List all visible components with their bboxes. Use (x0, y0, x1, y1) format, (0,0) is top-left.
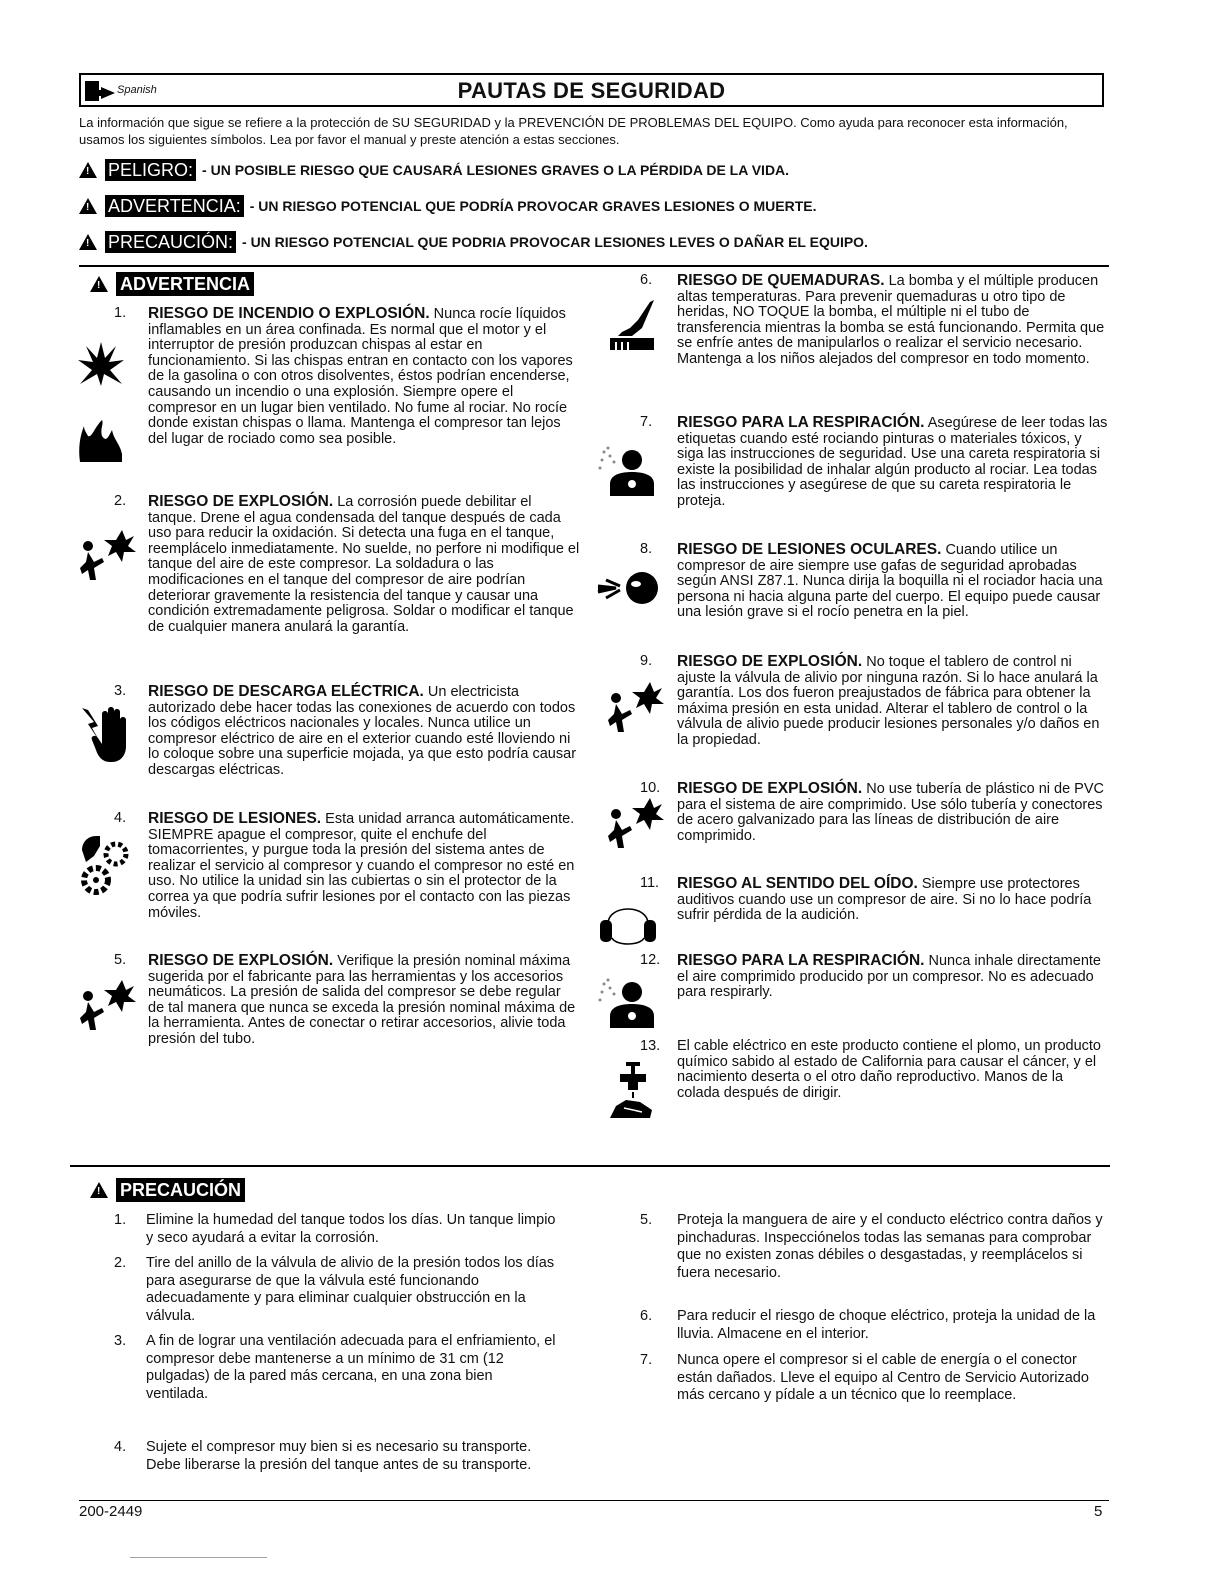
item-heading: RIESGO DE EXPLOSIÓN. (148, 493, 334, 510)
signal-precaucion (79, 230, 868, 254)
item-text (677, 415, 1109, 510)
hot-surface-icon (608, 298, 660, 354)
item-body: La corrosión puede debilitar el tanque. Drene el agua condensada del tanque después de cada uso para reducir la oxidación. Si detecta una fuga en el tanque, reemplácelo inmediatamente. No suelde, no perfore ni modifique el tanque del aire de este compresor. La soldadura o las modificaciones en el tanque del compresor de aire podrían deteriorar gravemente la resistencia del tanque y causar una condición extremadamente peligrosa. Soldar o modificar el tanque de cualquier manera anulará la garantía. (148, 494, 580, 635)
warning-section-heading (90, 272, 254, 296)
item-body: Nunca rocíe líquidos inflamables en un área confinada. Es normal que el motor y el interruptor de presión produzcan chispas al estar en funcionamiento. Si las chispas entran en contacto con los vapores de la gasolina o con otros disolventes, éstos podrían encenderse, causando un incendio o una explosión. Siempre opere el compresor en un lugar bien ventilado. No fume al rociar. No rocíe donde existan chispas o llama. Mantenga el compresor tan lejos del lugar de rociado como sea posible. (148, 306, 573, 447)
caution-section-heading (90, 1178, 245, 1202)
item-number: 2. (114, 1255, 127, 1271)
item-number: 8. (640, 541, 653, 557)
item-body: Nunca inhale directamente el aire comprimido producido por un compresor. No es adecuado para respirarly. (677, 953, 1101, 1001)
item-body: No toque el tablero de control ni ajuste la válvula de alivio por ninguna razón. Si lo hace anulará la garantía. Los dos fueron preajustados de fábrica para obtener la máxima presión en esta unidad. Alterar el tablero de control o la válvula de alivio puede producir lesiones personales y/o daños en la propiedad. (677, 654, 1100, 748)
item-number: 7. (640, 1352, 653, 1368)
signal-label: PELIGRO: (105, 159, 196, 181)
warning-triangle-icon (79, 234, 97, 250)
item-text (677, 273, 1109, 368)
item-heading: RIESGO DE INCENDIO O EXPLOSIÓN. (148, 305, 430, 322)
item-heading: RIESGO DE EXPLOSIÓN. (677, 653, 863, 670)
item-text (677, 781, 1109, 844)
warning-triangle-icon (90, 276, 108, 292)
intro-text: La información que sigue se refiere a la protección de SU SEGURIDAD y la PREVENCIÓN DE PROBLEMAS DEL EQUIPO. Como ayuda para reconocer esta información, usamos los siguientes símbolos. Lea por favor el manual y preste atención a estas secciones. (79, 115, 1068, 147)
item-body: Verifique la presión nominal máxima sugerida por el fabricante para las herramientas y los accesorios neumáticos. La presión de salida del compresor se debe regular de tal manera que nunca se exceda la presión nominal máxima de la herramienta. Antes de conectar o retirar accesorios, alivie toda presión del tubo. (148, 953, 576, 1047)
signal-text: - UN RIESGO POTENCIAL QUE PODRÍA PROVOCAR GRAVES LESIONES O MUERTE. (249, 198, 817, 214)
item-body: Asegúrese de leer todas las etiquetas cuando esté rociando pinturas o materiales tóxicos, y siga las instrucciones de seguridad. Use una careta respiratoria si existe la posibilidad de inhalar algún producto al rociar. Lea todas las instrucciones y asegúrese de que su careta respiratoria le proteja. (677, 415, 1108, 509)
item-number: 4. (114, 1439, 127, 1455)
divider (70, 1165, 1110, 1167)
item-text: Elimine la humedad del tanque todos los días. Un tanque limpio y seco ayudará a evitar la corrosión. (146, 1212, 556, 1246)
item-number: 6. (640, 1308, 653, 1324)
item-heading: RIESGO DE EXPLOSIÓN. (148, 952, 334, 969)
item-number: 5. (114, 952, 127, 968)
item-number: 13. (640, 1038, 661, 1054)
item-body: El cable eléctrico en este producto contiene el plomo, un producto químico sabido al estado de California para causar el cáncer, y el nacimiento deserta o el otro daño reproductivo. Manos de la colada después de dirigir. (677, 1038, 1101, 1101)
signal-label: ADVERTENCIA: (105, 195, 244, 217)
item-number: 6. (640, 272, 653, 288)
language-label: Spanish (117, 84, 157, 96)
item-number: 7. (640, 414, 653, 430)
moving-parts-icon (78, 832, 132, 898)
item-text: Tire del anillo de la válvula de alivio de la presión todos los días para asegurarse de que la válvula esté funcionando adecuadamente y para eliminar cualquier obstrucción en la válvula. (146, 1255, 555, 1324)
item-number: 3. (114, 1333, 127, 1349)
item-text (148, 494, 580, 635)
page-title: PAUTAS DE SEGURIDAD (457, 78, 726, 103)
item-heading: RIESGO DE EXPLOSIÓN. (677, 780, 863, 797)
item-heading: RIESGO DE LESIONES. (148, 810, 322, 827)
item-text: Nunca opere el compresor si el cable de energía o el conector están dañados. Lleve el equipo al Centro de Servicio Autorizado más cercano y pídale a un técnico que lo reemplace. (677, 1352, 1089, 1404)
signal-advertencia (79, 194, 817, 218)
warning-triangle-icon (79, 162, 97, 178)
item-number: 3. (114, 683, 127, 699)
item-number: 5. (640, 1212, 653, 1228)
item-text (148, 306, 578, 447)
item-number: 12. (640, 952, 661, 968)
signal-text: - UN RIESGO POTENCIAL QUE PODRIA PROVOCAR LESIONES LEVES O DAÑAR EL EQUIPO. (242, 234, 868, 250)
fire-icon (76, 418, 126, 464)
wash-hands-icon (606, 1060, 660, 1120)
explosion-hazard-icon (606, 796, 664, 852)
link-underline (130, 1557, 267, 1558)
explosion-icon (76, 340, 126, 388)
item-heading: RIESGO DE DESCARGA ELÉCTRICA. (148, 683, 424, 700)
document-number: 200-2449 (79, 1503, 143, 1520)
respirator-icon (596, 976, 656, 1028)
item-number: 4. (114, 810, 127, 826)
item-text (148, 811, 580, 921)
item-body: No use tubería de plástico ni de PVC para el sistema de aire comprimido. Use sólo tubería y conectores de acero galvanizado para las líneas de distribución de aire comprimido. (677, 781, 1104, 844)
item-text: Sujete el compresor muy bien si es necesario su transporte. Debe liberarse la presión del tanque antes de su transporte. (146, 1439, 532, 1473)
item-text: Proteja la manguera de aire y el conducto eléctrico contra daños y pinchaduras. Inspecciónelos todas las semanas para comprobar que no existen zonas débiles o desgastadas, y reemplácelos si fuera necesario. (677, 1212, 1103, 1281)
item-text (677, 654, 1109, 749)
section-label: ADVERTENCIA (116, 272, 254, 296)
footer-divider (79, 1500, 1109, 1501)
signal-label: PRECAUCIÓN: (105, 231, 236, 253)
explosion-hazard-icon (606, 680, 664, 736)
explosion-hazard-icon (78, 528, 136, 584)
item-heading: RIESGO PARA LA RESPIRACIÓN. (677, 414, 925, 431)
item-text (677, 876, 1109, 924)
item-number: 10. (640, 780, 661, 796)
signal-peligro (79, 158, 789, 182)
item-number: 9. (640, 653, 653, 669)
item-number: 1. (114, 305, 127, 321)
item-text: A fin de lograr una ventilación adecuada para el enfriamiento, el compresor debe mantenerse a un mínimo de 31 cm (12 pulgadas) de la pared más cercana, en una zona bien ventilada. (146, 1333, 556, 1402)
hearing-protection-icon (596, 894, 660, 948)
explosion-hazard-icon (78, 978, 136, 1034)
header-box (79, 73, 1104, 107)
item-body: Siempre use protectores auditivos cuando use un compresor de aire. Si no lo hace podría sufrir pérdida de la audición. (677, 876, 1092, 924)
item-text (148, 953, 580, 1048)
item-heading: RIESGO DE QUEMADURAS. (677, 272, 885, 289)
warning-triangle-icon (90, 1182, 108, 1198)
item-text (677, 953, 1109, 1001)
page-number: 5 (1094, 1503, 1103, 1520)
signal-text: - UN POSIBLE RIESGO QUE CAUSARÁ LESIONES GRAVES O LA PÉRDIDA DE LA VIDA. (202, 162, 790, 178)
item-number: 2. (114, 493, 127, 509)
item-number: 11. (640, 875, 660, 891)
electric-shock-icon (80, 702, 130, 768)
item-body: La bomba y el múltiple producen altas temperaturas. Para prevenir quemaduras u otro tipo de heridas, NO TOQUE la bomba, el múltiple ni el tubo de transferencia mientras la bomba se está funcionando. Permita que se enfríe antes de manipularlos o realizar el servicio necesario. Mantenga a los niños alejados del compresor en todo momento. (677, 273, 1105, 367)
eye-injury-icon (596, 566, 660, 612)
item-body: Un electricista autorizado debe hacer todas las conexiones de acuerdo con todos los códigos eléctricos nacionales y locales. Nunca utilice un compresor eléctrico de aire en el exterior cuando esté lloviendo ni lo coloque sobre una superficie mojada, ya que esto podría causar descargas eléctricas. (148, 684, 577, 778)
warning-triangle-icon (79, 198, 97, 214)
section-label: PRECAUCIÓN (116, 1178, 245, 1202)
item-text: Para reducir el riesgo de choque eléctrico, proteja la unidad de la lluvia. Almacene en el interior. (677, 1308, 1096, 1342)
item-body: Cuando utilice un compresor de aire siempre use gafas de seguridad aprobadas según ANSI Z87.1. Nunca dirija la boquilla ni el rociador hacia una persona ni hacia alguna parte del cuerpo. El equipo puede causar una lesión grave si el rocío penetra en la piel. (677, 542, 1103, 621)
item-text (677, 542, 1109, 621)
item-text (148, 684, 580, 779)
item-heading: RIESGO AL SENTIDO DEL OÍDO. (677, 875, 918, 892)
respirator-icon (596, 444, 656, 496)
item-heading: RIESGO PARA LA RESPIRACIÓN. (677, 952, 925, 969)
item-text (677, 1039, 1109, 1101)
divider (79, 265, 1109, 267)
item-body: Esta unidad arranca automáticamente. SIEMPRE apague el compresor, quite el enchufe del tomacorrientes, y purgue toda la presión del sistema antes de realizar el servicio al compresor y cuando el compresor no esté en uso. No utilice la unidad sin las cubiertas o sin el protector de la correa ya que podría sufrir lesiones por el contacto con las piezas móviles. (148, 811, 575, 921)
item-number: 1. (114, 1212, 127, 1228)
item-heading: RIESGO DE LESIONES OCULARES. (677, 541, 942, 558)
